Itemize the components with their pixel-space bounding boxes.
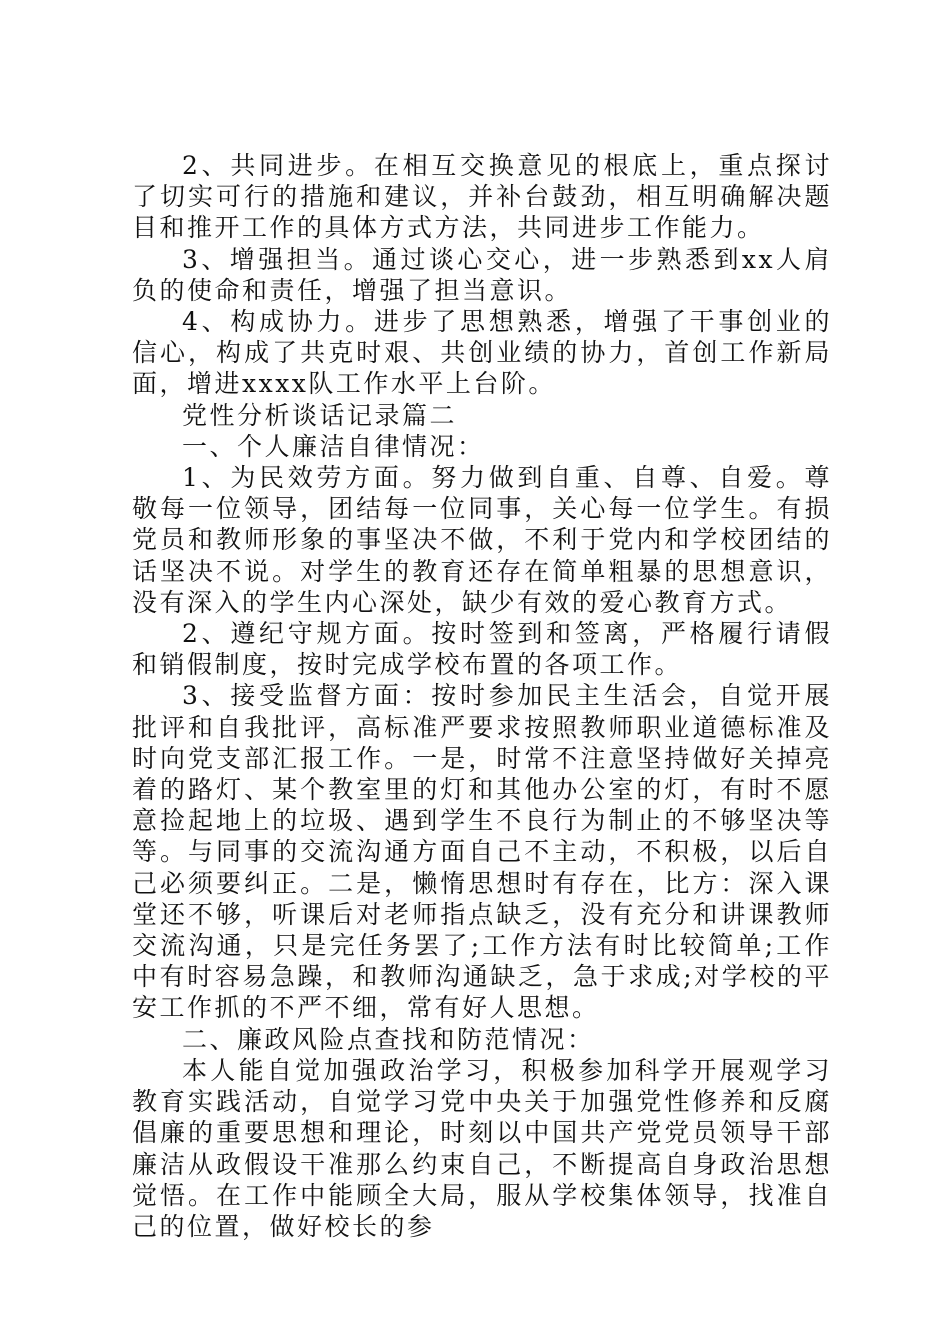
paragraph-rules: 2、遵纪守规方面。按时签到和签离，严格履行请假和销假制度，按时完成学校布置的各项工作。 — [132, 619, 832, 680]
paragraph-cooperation: 4、构成协力。进步了思想熟悉，增强了干事创业的信心，构成了共克时艰、共创业绩的协力，首创工作新局面，增进xxxx队工作水平上台阶。 — [132, 307, 832, 399]
document-body — [132, 150, 832, 1242]
heading-risk-prevention: 二、廉政风险点查找和防范情况： — [182, 1024, 595, 1054]
paragraph-service: 1、为民效劳方面。努力做到自重、自尊、自爱。尊敬每一位领导，团结每一位同事，关心每一位学生。有损党员和教师形象的事坚决不做，不利于党内和学校团结的话坚决不说。对学生的教育还存在简单粗暴的思想意识，没有深入的学生内心深处，缺少有效的爱心教育方式。 — [132, 463, 832, 617]
paragraph-supervision: 3、接受监督方面：按时参加民主生活会，自觉开展批评和自我批评，高标准严要求按照教师职业道德标准及时向党支部汇报工作。一是，时常不注意坚持做好关掉亮着的路灯、某个教室里的灯和其他办公室的灯，有时不愿意捡起地上的垃圾、遇到学生不良行为制止的不够坚决等等。与同事的交流沟通方面自己不主动，不积极，以后自己必须要纠正。二是，懒惰思想时有存在，比方：深入课堂还不够，听课后对老师指点缺乏，没有充分和讲课教师交流沟通，只是完任务罢了;工作方法有时比较简单;工作中有时容易急躁，和教师沟通缺乏，急于求成;对学校的平安工作抓的不严不细，常有好人思想。 — [132, 681, 832, 1023]
section-title: 党性分析谈话记录篇二 — [182, 400, 458, 430]
paragraph-responsibility: 3、增强担当。通过谈心交心，进一步熟悉到xx人肩负的使命和责任，增强了担当意识。 — [132, 244, 832, 305]
paragraph-political-study: 本人能自觉加强政治学习，积极参加科学开展观学习教育实践活动，自觉学习党中央关于加强党性修养和反腐倡廉的重要思想和理论，时刻以中国共产党党员领导干部廉洁从政假设干准那么约束自己，不断提高自身政治思想觉悟。在工作中能顾全大局，服从学校集体领导，找准自己的位置，做好校长的参 — [132, 1055, 832, 1241]
paragraph-progress: 2、共同进步。在相互交换意见的根底上，重点探讨了切实可行的措施和建议，并补台鼓劲，相互明确解决题目和推开工作的具体方式方法，共同进步工作能力。 — [132, 151, 832, 243]
heading-self-discipline: 一、个人廉洁自律情况： — [182, 431, 485, 461]
